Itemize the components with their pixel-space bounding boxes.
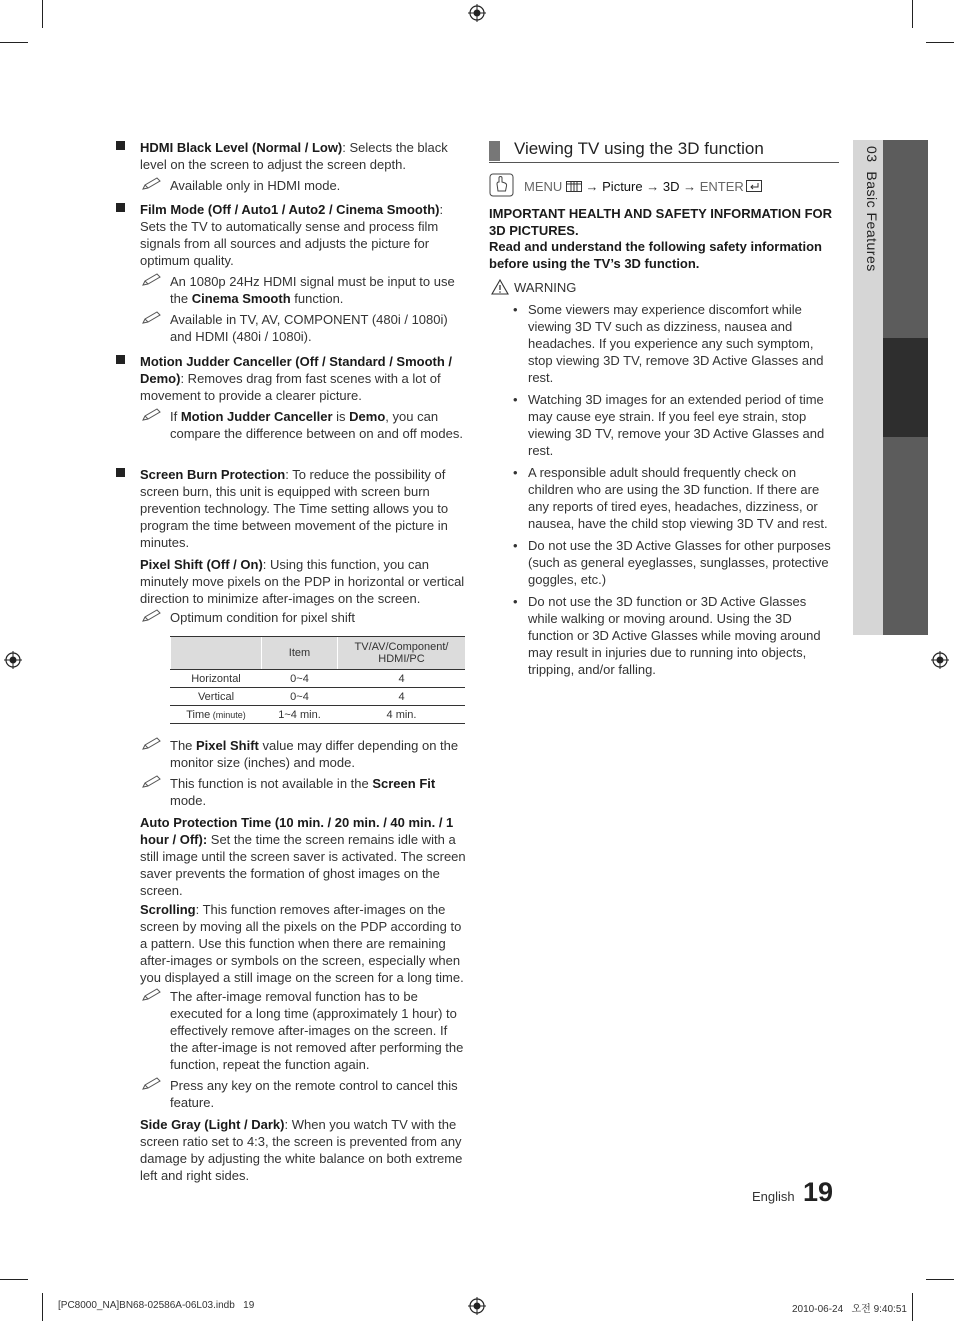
chapter-tab-block bbox=[883, 140, 928, 338]
judder-note-text: , you can compare the difference between on and off modes. bbox=[170, 409, 463, 441]
crop-mark bbox=[912, 1293, 913, 1321]
motion-judder-section bbox=[116, 353, 466, 442]
warning-icon bbox=[491, 279, 509, 295]
bullet-square-icon bbox=[116, 203, 125, 212]
table-cell: 4 bbox=[338, 670, 466, 688]
registration-mark-icon bbox=[931, 651, 949, 669]
film-mode-desc: : Sets the TV to automatically sense and process film signals from all sources and adjusts the picture for optimum quality. bbox=[140, 202, 444, 268]
table-cell: 0~4 bbox=[262, 688, 338, 706]
screen-fit-term: Screen Fit bbox=[372, 776, 436, 791]
note-text: This function is not available in the bbox=[170, 776, 373, 791]
pencil-note-icon bbox=[142, 408, 162, 422]
important-heading: IMPORTANT HEALTH AND SAFETY INFORMATION FOR 3D PICTURES. bbox=[489, 206, 833, 238]
footer-language: English bbox=[752, 1189, 795, 1204]
registration-mark-icon bbox=[468, 4, 486, 22]
side-gray-desc: : When you watch TV with the screen ratio set to 4:3, the screen is prevented from any damage by adjusting the white balance on both extreme left and right sides. bbox=[140, 1117, 463, 1183]
crop-mark bbox=[42, 1293, 43, 1321]
judder-note-text: If bbox=[170, 409, 181, 424]
judder-term: Motion Judder Canceller bbox=[180, 409, 333, 424]
list-item bbox=[489, 391, 838, 459]
note-text: The bbox=[170, 738, 197, 753]
hdmi-black-level-section bbox=[116, 139, 466, 194]
footer-filename: [PC8000_NA]BN68-02586A-06L03.indb 19 bbox=[58, 1300, 255, 1311]
warning-list bbox=[489, 301, 839, 678]
side-gray-title: Side Gray (Light / Dark) bbox=[140, 1117, 285, 1132]
heading-bar bbox=[489, 141, 500, 161]
chapter-tab-active bbox=[883, 338, 928, 437]
table-cell-unit: (minute) bbox=[210, 709, 246, 720]
pixel-shift-title: Pixel Shift (Off / On) bbox=[140, 557, 263, 572]
chapter-tab-block bbox=[883, 437, 928, 635]
page-number: 19 bbox=[803, 1177, 834, 1207]
remote-hand-icon bbox=[489, 173, 514, 197]
registration-mark-icon bbox=[468, 1297, 486, 1315]
hdmi-note-text: Available only in HDMI mode. bbox=[170, 178, 341, 193]
note bbox=[140, 177, 466, 194]
bullet-dot-icon: • bbox=[513, 392, 518, 407]
table-header bbox=[171, 637, 262, 670]
list-item bbox=[489, 537, 838, 588]
chapter-title: Basic Features bbox=[864, 171, 880, 272]
pixel-shift-para bbox=[140, 556, 466, 607]
table-header: Item bbox=[262, 637, 338, 670]
pixel-shift-term: Pixel Shift bbox=[196, 738, 259, 753]
bullet-dot-icon: • bbox=[513, 594, 518, 609]
scrolling-title: Scrolling bbox=[140, 902, 196, 917]
arrow: → bbox=[642, 179, 663, 194]
bullet-square-icon bbox=[116, 355, 125, 364]
table-cell: Horizontal bbox=[191, 672, 241, 685]
note bbox=[140, 273, 466, 307]
note bbox=[140, 609, 466, 626]
table-cell: Vertical bbox=[197, 690, 235, 703]
demo-term: Demo bbox=[349, 409, 386, 424]
film-note-text: An 1080p 24Hz HDMI signal must be input to use the bbox=[170, 274, 455, 306]
bullet-dot-icon: • bbox=[513, 465, 518, 480]
pixel-shift-table bbox=[170, 636, 465, 724]
screen-burn-desc: : To reduce the possibility of screen burn, this unit is equipped with screen burn prevention technology. The Time setting allows you to program the time between movement of the picture in minutes. bbox=[140, 467, 449, 550]
list-item-text: Do not use the 3D Active Glasses for other purposes (such as general eyeglasses, sunglasses, protective goggles, etc.) bbox=[528, 538, 831, 587]
note-text: mode. bbox=[170, 793, 207, 808]
menu-path bbox=[524, 178, 762, 195]
motion-judder-title: Motion Judder Canceller (Off / Standard / Smooth / Demo) bbox=[140, 354, 453, 386]
cinema-smooth-term: Cinema Smooth bbox=[191, 291, 291, 306]
pencil-note-icon bbox=[142, 988, 162, 1002]
list-item bbox=[489, 464, 838, 532]
crop-mark bbox=[912, 0, 913, 28]
menu-label: MENU bbox=[524, 179, 563, 194]
crop-mark bbox=[0, 1279, 28, 1280]
crop-mark bbox=[42, 0, 43, 28]
note bbox=[140, 408, 466, 442]
film-note-text: Available in TV, AV, COMPONENT (480i / 1080i) and HDMI (480i / 1080i). bbox=[170, 312, 448, 344]
pixel-shift-note: Optimum condition for pixel shift bbox=[170, 610, 355, 625]
pixel-shift-desc: : Using this function, you can minutely move pixels on the PDP in horizontal or vertical direction to minimize after-images on the screen. bbox=[140, 557, 465, 606]
enter-label: ENTER bbox=[699, 179, 744, 194]
auto-protection-para bbox=[140, 814, 466, 899]
menu-picture: Picture bbox=[602, 179, 643, 194]
table-header: TV/AV/Component/ HDMI/PC bbox=[338, 637, 466, 670]
table-cell: 1~4 min. bbox=[262, 706, 338, 724]
table-cell: 4 min. bbox=[338, 706, 466, 724]
crop-mark bbox=[926, 42, 954, 43]
scrolling-para bbox=[140, 901, 466, 986]
hdmi-black-level-title: HDMI Black Level (Normal / Low) bbox=[140, 140, 343, 155]
note bbox=[140, 1077, 466, 1111]
registration-mark-icon bbox=[4, 651, 22, 669]
motion-judder-desc: : Removes drag from fast scenes with a lot of movement to provide a clearer picture. bbox=[140, 371, 441, 403]
table-row bbox=[171, 688, 466, 706]
arrow: → bbox=[679, 179, 700, 194]
list-item bbox=[489, 301, 838, 386]
pencil-note-icon bbox=[142, 311, 162, 325]
crop-mark bbox=[0, 42, 28, 43]
note bbox=[140, 311, 466, 345]
warning-label: WARNING bbox=[514, 280, 577, 295]
pencil-note-icon bbox=[142, 273, 162, 287]
menu-icon bbox=[566, 181, 582, 192]
film-mode-section bbox=[116, 201, 466, 345]
scrolling-note: Press any key on the remote control to cancel this feature. bbox=[170, 1078, 458, 1110]
film-mode-title: Film Mode (Off / Auto1 / Auto2 / Cinema Smooth) bbox=[140, 202, 440, 217]
table-row bbox=[171, 706, 466, 724]
screen-burn-title: Screen Burn Protection bbox=[140, 467, 286, 482]
bullet-dot-icon: • bbox=[513, 538, 518, 553]
note bbox=[140, 737, 466, 771]
hdmi-black-level-desc: : Selects the black level on the screen to adjust the screen depth. bbox=[140, 140, 448, 172]
pencil-note-icon bbox=[142, 1077, 162, 1091]
judder-note-text: is bbox=[332, 409, 350, 424]
table-cell: 0~4 bbox=[262, 670, 338, 688]
side-gray-para bbox=[140, 1116, 466, 1184]
bullet-dot-icon: • bbox=[513, 302, 518, 317]
bullet-square-icon bbox=[116, 141, 125, 150]
pixel-shift-notes bbox=[116, 737, 466, 1184]
menu-3d: 3D bbox=[662, 179, 680, 194]
pencil-note-icon bbox=[142, 609, 162, 623]
screen-burn-section bbox=[116, 466, 466, 626]
list-item-text: Watching 3D images for an extended period of time may cause eye strain. If you feel eye strain, stop viewing 3D TV, remove your 3D Active Glasses and rest. bbox=[528, 392, 825, 458]
scrolling-desc: : This function removes after-images on the screen by moving all the pixels on the PDP according to a pattern. Use this function when there are remaining after-images or symbols on the screen, especially when you displayed a still image on the screen for a long time. bbox=[140, 902, 464, 985]
table-row bbox=[171, 670, 466, 688]
list-item bbox=[489, 593, 838, 678]
enter-icon bbox=[746, 180, 762, 192]
table-cell: 4 bbox=[338, 688, 466, 706]
footer-date: 2010-06-24 오전 9:40:51 bbox=[792, 1304, 907, 1315]
auto-protection-desc: Set the time the screen remains idle with a still image until the screen saver is activated. The screen saver prevents the formation of ghost images on the screen. bbox=[140, 832, 466, 898]
pencil-note-icon bbox=[142, 177, 162, 191]
arrow: → bbox=[581, 179, 603, 194]
crop-mark bbox=[926, 1279, 954, 1280]
note bbox=[140, 775, 466, 809]
read-instructions: Read and understand the following safety information before using the TV’s 3D function. bbox=[489, 239, 822, 271]
list-item-text: Do not use the 3D function or 3D Active Glasses while walking or moving around. Using the 3D function or 3D Active Glasses while moving around may result in injuries due to running into objects, tripping, and/or falling. bbox=[528, 594, 821, 677]
scrolling-note: The after-image removal function has to be executed for a long time (approximately 1 hour) to effectively remove after-images on the screen. If the after-image is not removed after performing the function, repeat the function again. bbox=[170, 989, 464, 1072]
auto-protection-title: Auto Protection Time (10 min. / 20 min. / 40 min. / 1 hour / Off): bbox=[140, 815, 454, 847]
list-item-text: A responsible adult should frequently check on children who are using the 3D function. If there are any reports of tired eyes, headaches, dizziness, or nausea, have the child stop viewing 3D TV and rest. bbox=[528, 465, 828, 531]
heading-underline bbox=[489, 162, 839, 163]
table-cell: Time bbox=[186, 708, 211, 721]
chapter-tab-label bbox=[856, 146, 880, 346]
film-note-text: function. bbox=[290, 291, 344, 306]
pencil-note-icon bbox=[142, 775, 162, 789]
pencil-note-icon bbox=[142, 737, 162, 751]
chapter-number: 03 bbox=[864, 146, 880, 163]
note-text: value may differ depending on the monitor size (inches) and mode. bbox=[170, 738, 459, 770]
note bbox=[140, 988, 466, 1073]
bullet-square-icon bbox=[116, 468, 125, 477]
list-item-text: Some viewers may experience discomfort while viewing 3D TV such as dizziness, nausea and headaches. If you experience any such symptom, stop viewing 3D TV, remove 3D Active Glasses and rest. bbox=[528, 302, 824, 385]
section-heading: Viewing TV using the 3D function bbox=[514, 139, 764, 158]
